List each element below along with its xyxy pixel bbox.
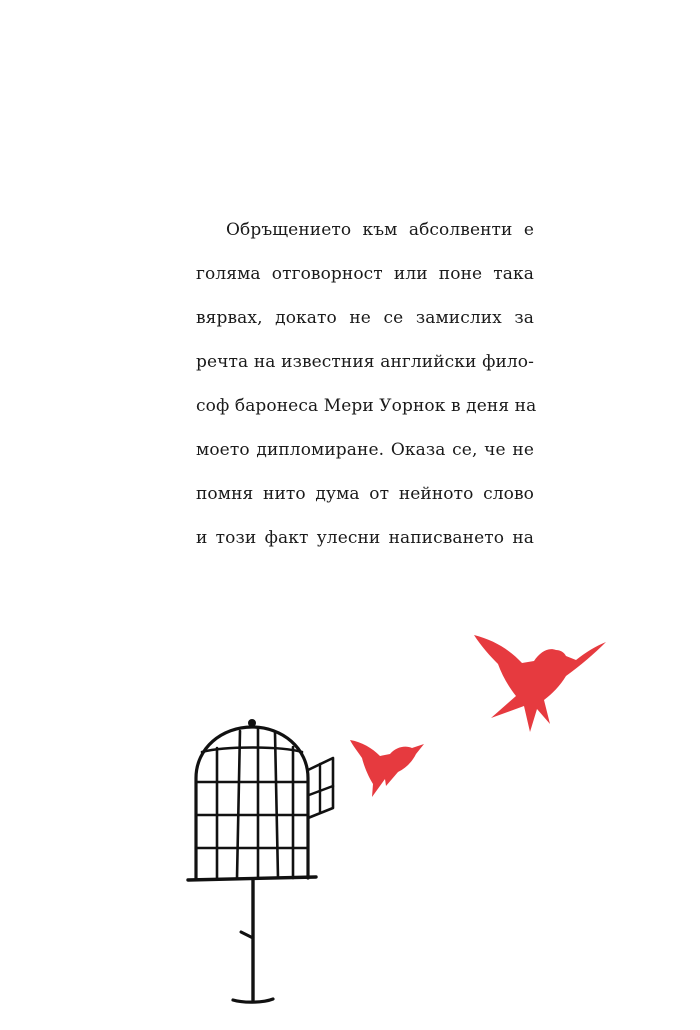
- text-line: вярвах, докато не се замислих за: [196, 308, 534, 328]
- text-line: голяма отговорност или поне така: [196, 264, 534, 284]
- text-line: речта на известния английски фило-: [196, 352, 534, 372]
- birdcage-icon: [188, 719, 333, 1002]
- small-bird-icon: [350, 740, 424, 797]
- text-line: и този факт улесни написването на: [196, 528, 534, 548]
- body-paragraph: [196, 208, 537, 560]
- text-line: Обръщението към абсолвенти е: [226, 220, 534, 240]
- text-line: помня нито дума от нейното слово: [196, 484, 534, 504]
- text-line: моето дипломиране. Оказа се, че не: [196, 440, 534, 460]
- large-bird-icon: [474, 635, 606, 732]
- birdcage-illustration: [0, 600, 700, 1030]
- text-line: соф баронеса Мери Уорнок в деня на: [196, 396, 537, 416]
